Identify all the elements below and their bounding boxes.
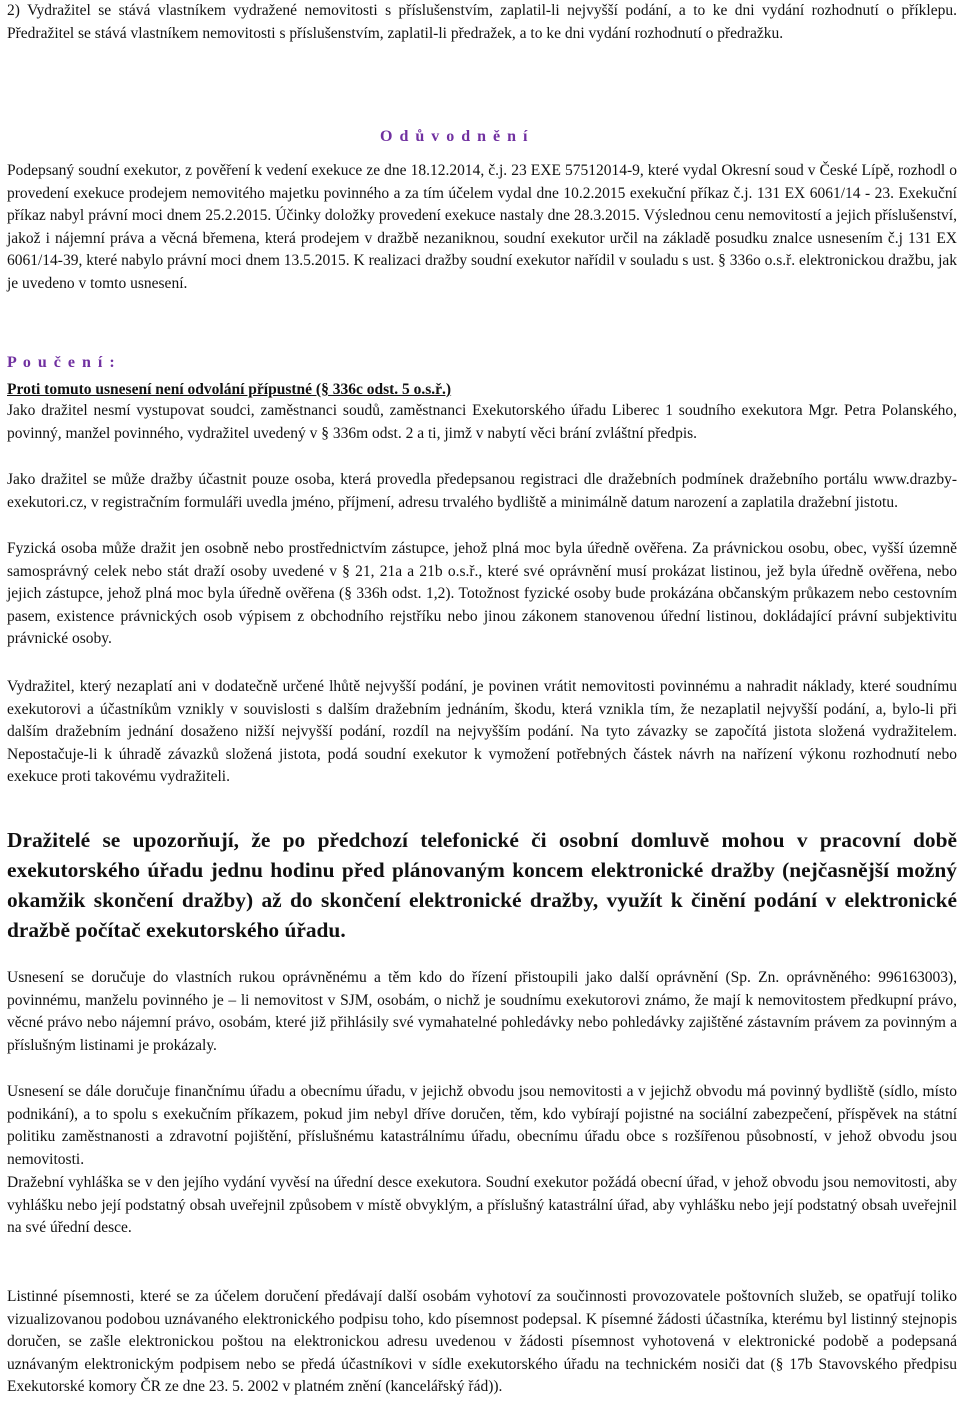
instruction-heading: P o u č e n í : — [7, 354, 117, 371]
delivery-paragraph-authorities: Usnesení se dále doručuje finančnímu úřadu a obecnímu úřadu, v jejichž obvodu jsou nemovitosti a v jejichž obvodu má povinný bydliště (sídlo, místo podnikání), a to spolu s exekučním příkazem, pokud jim nebyl dříve doručen, těm, kdo vybírají pojistné na sociální zabezpečení, příspěvek na státní politiku zaměstnanosti a zdravotní pojištění, příslušnému katastrálnímu úřadu, obecnímu úřadu obce s rozšířenou působností, v jehož obvodu jsou nemovitosti. — [7, 1083, 957, 1168]
reasoning-paragraph: Podepsaný soudní exekutor, z pověření k vedení exekuce ze dne 18.12.2014, č.j. 23 EXE 57512014-9, které vydal Okresní soud v České Lípě, rozhodl o provedení exekuce prodejem nemovitého majetku povinného a za tím účelem vydal dne 10.2.2015 exekuční příkaz č.j. 131 EX 6061/14 - 23. Exekuční příkaz nabyl právní moci dnem 25.2.2015. Účinky doložky provedení exekuce nastaly dne 28.3.2015. Výslednou cenu nemovitostí a jejich příslušenství, jakož i nájemní práva a věcná břemena, která prodejem v dražbě nezaniknou, soudní exekutor určil na základě posudku znalce usnesením č.j 131 EX 6061/14-39, které nabylo právní moci dnem 13.5.2015. K realizaci dražby soudní exekutor nařídil v souladu s ust. § 336o o.s.ř. elektronickou dražbu, jak je uvedeno v tomto usnesení. — [7, 162, 958, 292]
delivery-paragraph-notice-board: Dražební vyhláška se v den jejího vydání vyvěsí na úřední desce exekutora. Soudní exekutor požádá obecní úřad, v jehož obvodu jsou nemovitosti, aby vyhlášku nebo její podstatný obsah uveřejnil způsobem v místě obvyklým, a příslušný katastrální úřad, aby vyhlášku nebo její podstatný obsah uveřejnil na své úřední desce. — [7, 1174, 957, 1237]
instruction-paragraph-representation: Fyzická osoba může dražit jen osobně nebo prostřednictvím zástupce, jehož plná moc byla úředně ověřena. Za právnickou osobu, obec, vyšší územně samosprávný celek nebo stát draží osoby uvedené v § 21, 21a a 21b o.s.ř., které své oprávnění musí prokázat listinou, jež byla úředně ověřena, nebo jejich zástupce, jehož plná moc byla úředně ověřena (§ 336h odst. 1,2). Totožnost fyzické osoby bude prokázána občanským průkazem nebo cestovním pasem, existence právnických osob výpisem z obchodního rejstříku nebo jinou zákonem stanovenou úřední listinou, dokládající právní subjektivitu právnické osoby. — [7, 540, 957, 648]
intro-paragraph: 2) Vydražitel se stává vlastníkem vydražené nemovitosti s příslušenstvím, zaplatil-li nejvyšší podání, a to ke dni vydání rozhodnutí o příklepu. Předražitel se stává vlastníkem nemovitosti s příslušenstvím, zaplatil-li předražek, a to ke dni vydání rozhodnutí o předražku. — [7, 2, 957, 42]
final-paragraph-electronic-documents: Listinné písemnosti, které se za účelem doručení předávají další osobám vyhotoví za součinnosti provozovatele poštovních služeb, se opatřují toliko vizualizovanou podobou uznávaného elektronického podpisu toho, kdo písemnost podepsal. K písemné žádosti účastníka, kterému byl listinný stejnopis doručen, se zašle elektronickou poštou na elektronickou adresu uvedenou v žádosti písemnost vyhotovená v elektronické podobě a podepsaná uznávaným elektronickým podpisem nebo se předá účastníkovi v sídle exekutorského úřadu na technickém nosiči dat (§ 17b Stavovského předpisu Exekutorské komory ČR ze dne 23. 5. 2002 v platném znění (kancelářský řád)). — [7, 1288, 957, 1396]
no-appeal-notice: Proti tomuto usnesení není odvolání přípustné (§ 336c odst. 5 o.s.ř.) — [7, 381, 452, 398]
instruction-paragraph-registration: Jako dražitel se může dražby účastnit pouze osoba, která provedla předepsanou registraci dle dražebních podmínek dražebního portálu www.drazby-exekutori.cz, v registračním formuláři uvedla jméno, příjmení, adresu trvalého bydliště a minimálně datum narození a zaplatila dražební jistotu. — [7, 471, 957, 511]
reasoning-heading: O d ů v o d n ě n í — [380, 128, 529, 145]
delivery-paragraph-parties: Usnesení se doručuje do vlastních rukou oprávněnému a těm kdo do řízení přistoupili jako další oprávnění (Sp. Zn. oprávněného: 996163003), povinnému, manželu povinného je – li nemovitost v SJM, osobám, o nichž je soudnímu exekutorovi známo, že mají k nemovitostem předkupní právo, věcné právo nebo nájemní právo, osobám, které již přihlásily své vymahatelné pohledávky nebo pohledávky zajištěné zástavním právem za povinným a příslušným listinami je prokázaly. — [7, 969, 957, 1054]
instruction-paragraph-non-payment: Vydražitel, který nezaplatí ani v dodatečně určené lhůtě nejvyšší podání, je povinen vrátit nemovitosti povinnému a nahradit náklady, které soudnímu exekutorovi a účastníkům vznikly v souvislosti s dalším dražebním jednáním, škodu, která vznikla tím, že nezaplatil nejvyšší podání, a, bylo-li při dalším dražebním jednání dosaženo nižší nejvyšší podání, rozdíl na nejvyšším podání. Na tyto závazky se započítá jistota složená vydražitelem. Nepostačuje-li k úhradě závazků složená jistota, podá soudní exekutor k vymožení potřebných částek návrh na nařízení výkonu rozhodnutí nebo exekuce proti takovému vydražiteli. — [7, 678, 957, 786]
bold-warning: Dražitelé se upozorňují, že po předchozí telefonické či osobní domluvě mohou v pracovní době exekutorského úřadu jednu hodinu před plánovaným koncem elektronické dražby (nejčasnější možný okamžik skončení dražby) až do skončení elektronické dražby, využít k činění podání v elektronické dražbě počítač exekutorského úřadu. — [7, 828, 957, 942]
instruction-paragraph-bidders-excluded: Jako dražitel nesmí vystupovat soudci, zaměstnanci soudů, zaměstnanci Exekutorského úřadu Liberec 1 soudního exekutora Mgr. Petra Polanského, povinný, manžel povinného, vydražitel uvedený v § 336m odst. 2 a ti, jimž v nabytí věci brání zvláštní předpis. — [7, 402, 957, 442]
